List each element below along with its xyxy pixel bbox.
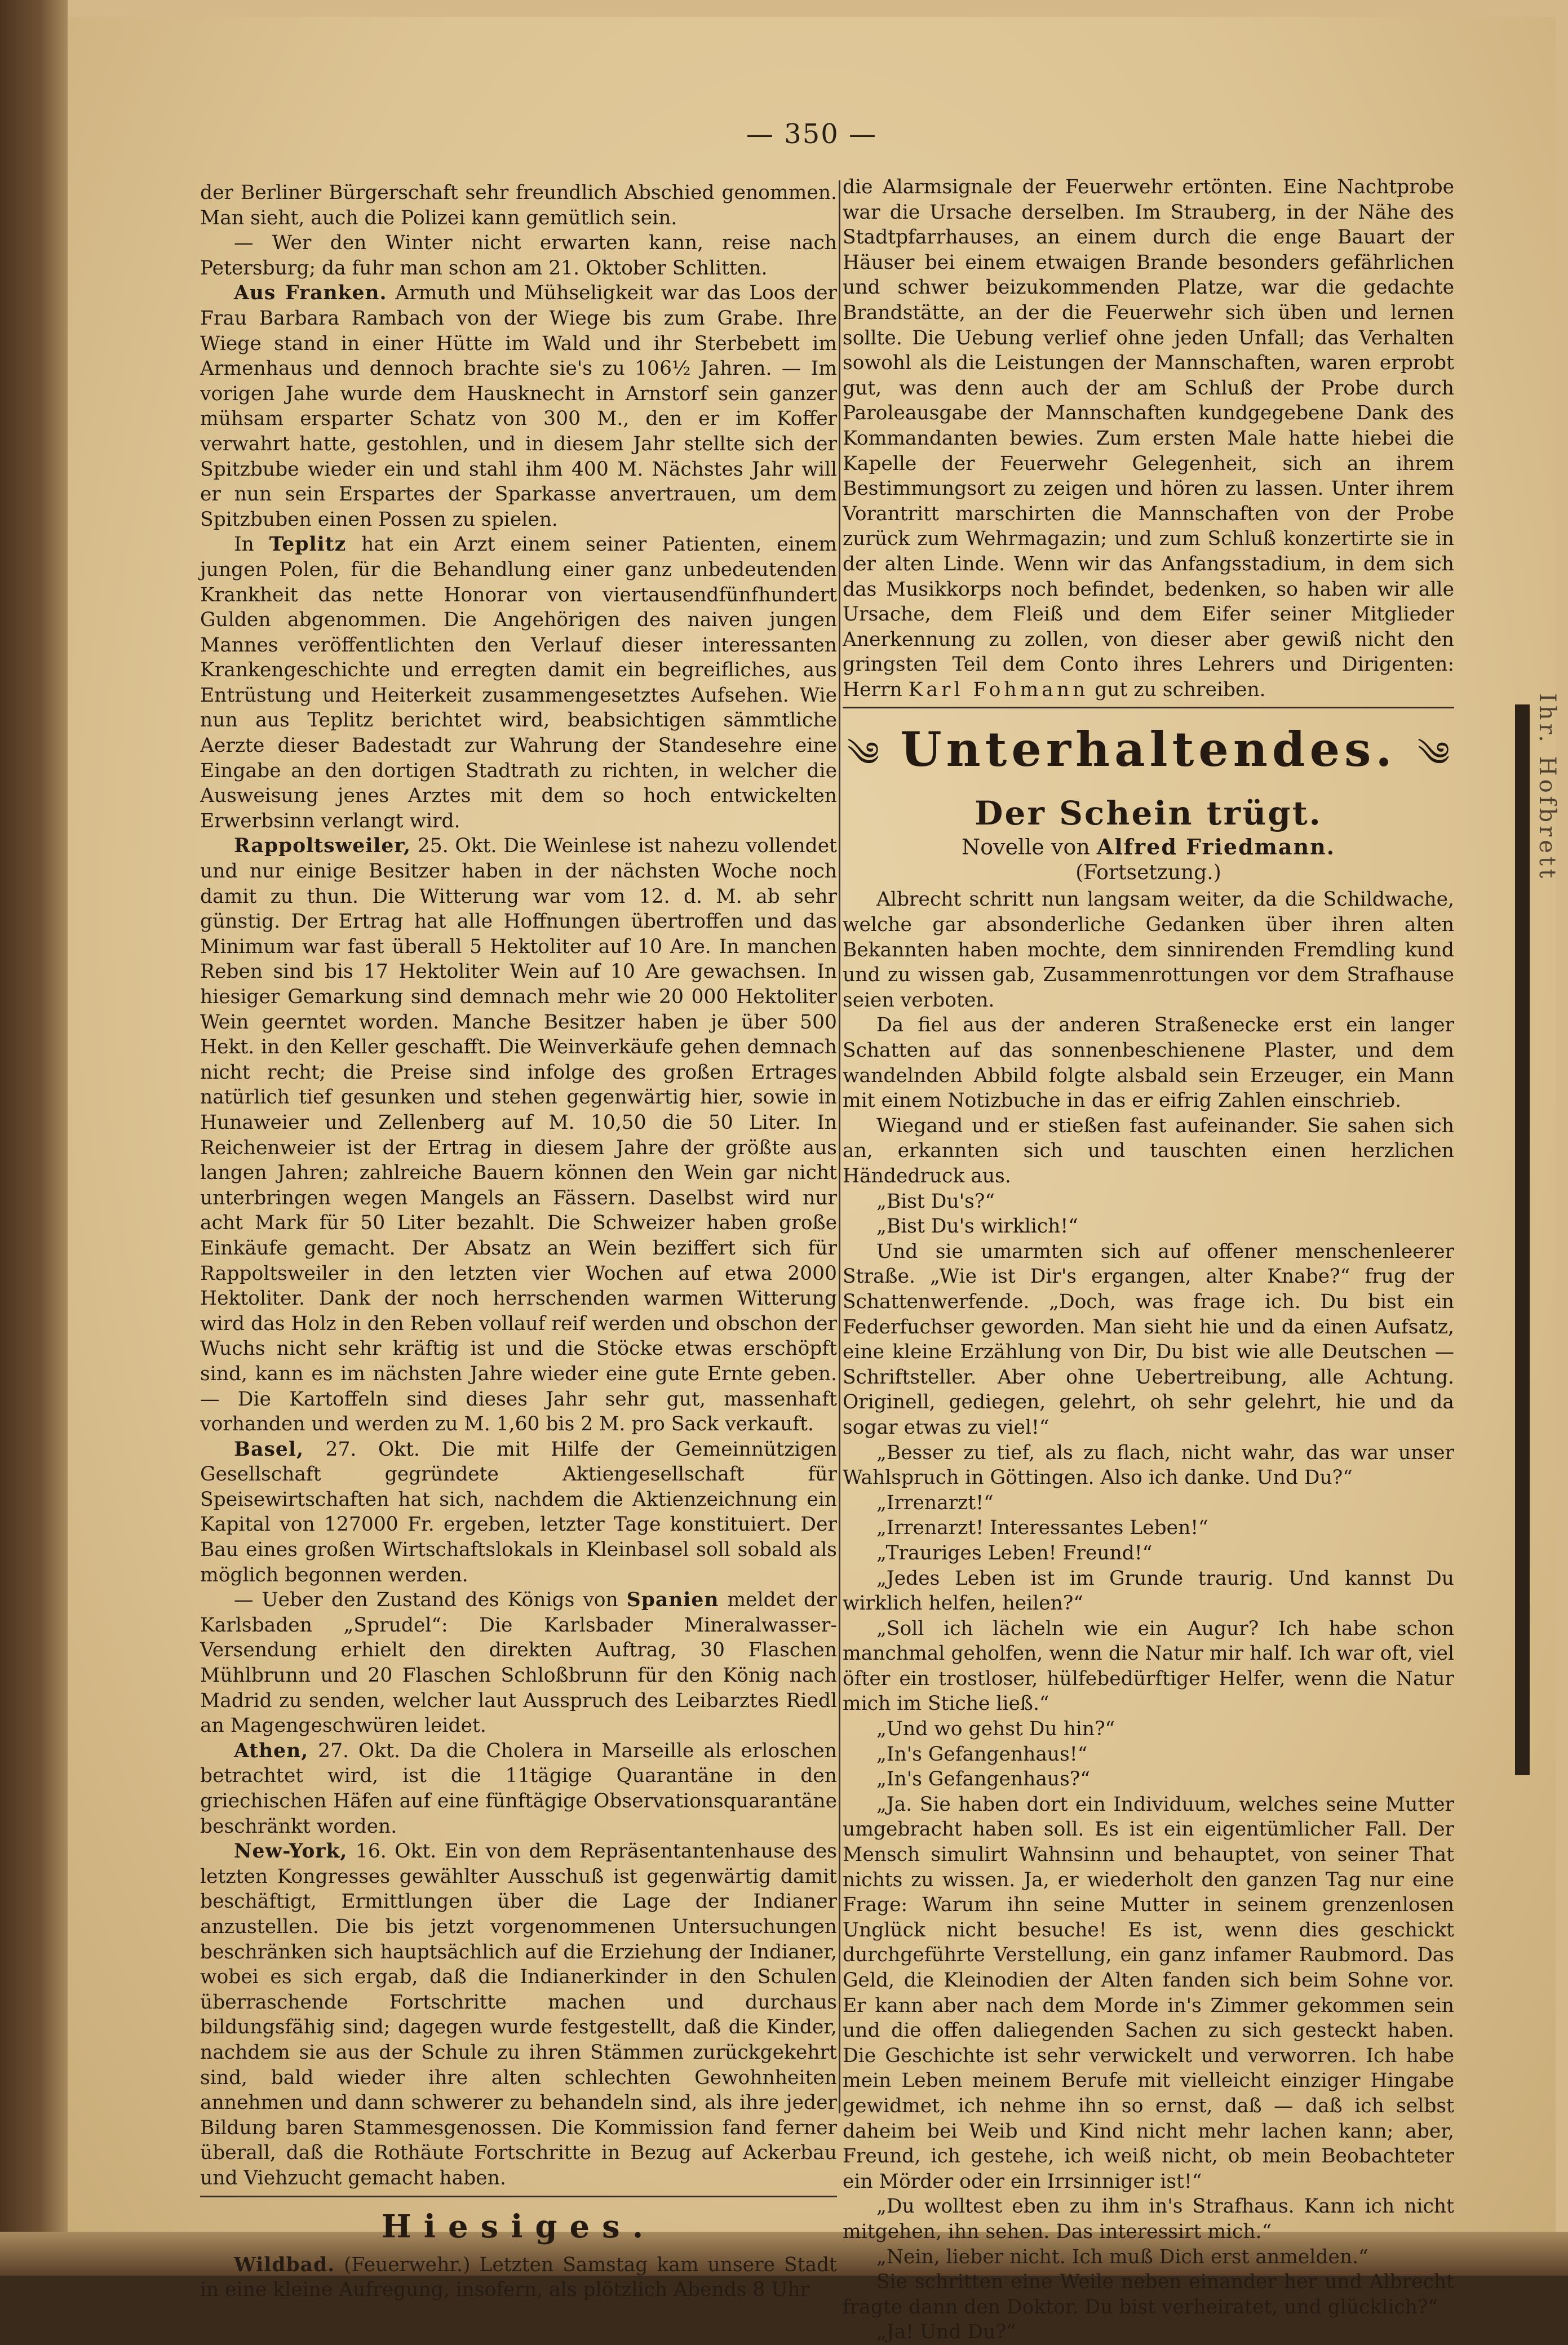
- news-prefix: In: [234, 533, 254, 556]
- story-byline: [843, 834, 1454, 860]
- feuilleton-heading: [843, 719, 1454, 786]
- adjacent-page-edge-bar: [1515, 704, 1530, 1775]
- news-body: Armuth und Mühseligkeit war das Loos der Frau Barbara Rambach von der Wiege bis zum Grabe. Ihre Wiege stand in einer Hütte im Wald und ihr Sterbebett im Armenhaus und dennoch brachte sie's zu 106½ Jahren. — Im vorigen Jahe wurde dem Hausknecht in Arnstorf sein ganzer mühsam ersparter Schatz von 300 M., den er im Koffer verwahrt hatte, gestohlen, und in diesem Jahr stellte sich der Spitzbube wieder ein und stahl ihm 400 M. Nächstes Jahr will er nun sein Erspartes der Sparkasse anvertrauen, um dem Spitzbuben einen Possen zu spielen.: [200, 282, 838, 531]
- story-paragraph: „Nein, lieber nicht. Ich muß Dich erst anmelden.“: [876, 2245, 1368, 2268]
- story-continuation-note: (Fortsetzung.): [1075, 861, 1221, 885]
- section-title-hiesiges: Hiesiges.: [381, 2207, 656, 2245]
- story-paragraph: „Ja. Sie haben dort ein Individuum, welches seine Mutter umgebracht haben soll. Es ist ein eigentümlicher Fall. Der Mensch simulirt Wahnsinn und behauptet, von seiner That nichts zu wissen. Ja, er wiederholt den ganzen Tag nur eine Frage: Warum ihn seine Mutter in seinem grenzenlosen Unglück nicht besuche! Es ist, wenn dies geschickt durchgeführte Verstellung, ein ganz infamer Raubmord. Das Geld, die Kleinodien der Alten fanden sich beim Sohne vor. Er kann aber nach dem Morde in's Zimmer gekommen sein und die offen daliegenden Sachen zu sich gesteckt haben. Die Geschichte ist sehr verwickelt und verworren. Ich habe mein Leben meinem Berufe mit vielleicht einziger Hingabe gewidmet, ich nehme ihn so ernst, daß — daß ich selbst daheim bei Weib und Kind nicht mehr lachen kann; aber, Freund, ich gestehe, ich weiß nicht, ob mein Beobachteter ein Mörder oder ein Irrsinniger ist!“: [843, 1793, 1454, 2193]
- news-item-spanien: [200, 1588, 837, 1739]
- news-item-newyork: [200, 1839, 837, 2191]
- place-heading: Athen,: [234, 1739, 309, 1762]
- story-paragraph: Wiegand und er stießen fast aufeinander. Sie sahen sich an, erkannten sich und tauschten einen herzlichen Händedruck aus.: [843, 1114, 1454, 1187]
- news-body: die Alarmsignale der Feuerwehr ertönten. Eine Nachtprobe war die Ursache derselben. Im Strauberg, in der Nähe des Stadtpfarrhauses, an einem durch die enge Bauart der Häuser bei einem etwaigen Brande besonders gefährlichen und schwer beizukommenden Platze, war die gedachte Brandstätte, an der die Feuerwehr sich üben und lernen sollte. Die Uebung verlief ohne jeden Unfall; das Verhalten sowohl als die Leistungen der Mannschaften, waren erprobt gut, was denn auch der am Schluß der Probe durch Paroleausgabe der Mannschaften kundgegebene Dank des Kommandanten bewies. Zum ersten Male hatte hiebei die Kapelle der Feuerwehr Gelegenheit, sich an ihrem Bestimmungsort zu zeigen und hören zu lassen. Unter ihrem Vorantritt marschirten die Mannschaften von der Probe zurück zum Wehrmagazin; und zum Schluß konzertirte sie in der alten Linde. Wenn wir das Anfangsstadium, in dem sich das Musikkorps noch befindet, bedenken, so haben wir alle Ursache, dem Fleiß und dem Eifer seiner Mitglieder Anerkennung zu zollen, von dieser aber gewiß nicht den gringsten Teil dem Conto ihres Lehrers und Dirigenten:: [843, 176, 1454, 676]
- paragraph: — Wer den Winter nicht erwarten kann, reise nach Petersburg; da fuhr man schon am 21. Oktober Schlitten.: [200, 232, 837, 280]
- adjacent-page-fragment: Ihr. Hofbrett: [1534, 693, 1560, 882]
- news-item-rappoltsweiler: [200, 834, 837, 1437]
- place-heading: Spanien: [626, 1589, 719, 1612]
- conductor-name: Karl Fohmann: [908, 678, 1089, 701]
- paragraph: der Berliner Bürgerschaft sehr freundlich Abschied genommen. Man sieht, auch die Polizei kann gemütlich sein.: [200, 181, 837, 229]
- place-heading: Basel,: [234, 1438, 304, 1461]
- story-paragraph: „Und wo gehst Du hin?“: [876, 1718, 1115, 1741]
- column-divider: [839, 180, 840, 2113]
- story-paragraph: „Besser zu tief, als zu flach, nicht wahr, das war unser Wahlspruch in Göttingen. Also ich danke. Und Du?“: [843, 1441, 1454, 1490]
- news-body: Herrn: [843, 678, 902, 701]
- story-paragraph: Und sie umarmten sich auf offener menschenleerer Straße. „Wie ist Dir's ergangen, alter Knabe?“ frug der Schattenwerfende. „Doch, was frage ich. Du bist ein Federfuchser geworden. Man sieht hie und da einen Aufsatz, eine kleine Erzählung von Dir, Du bist wie alle Deutschen — Schriftsteller. Aber ohne Uebertreibung, alle Achtung. Originell, gediegen, gelehrt, oh sehr gelehrt, hie und da sogar etwas zu viel!“: [843, 1240, 1454, 1439]
- story-paragraph: Da fiel aus der anderen Straßenecke erst ein langer Schatten auf das sonnenbeschienene Plaster, und dem wandelnden Abbild folgte alsbald sein Erzeuger, ein Mann mit einem Notizbuche in das er eifrig Zahlen einschrieb.: [843, 1014, 1454, 1112]
- story-author: Alfred Friedmann.: [1096, 834, 1335, 860]
- story-title: Der Schein trügt.: [975, 794, 1322, 833]
- news-body: meldet der Karlsbaden „Sprudel“: Die Karlsbader Mineralwasser-Versendung erhielt den direkten Auftrag, 30 Flaschen Mühlbrunn und 20 Flaschen Schloßbrunn für den König nach Madrid zu senden, welcher laut Ausspruch des Leibarztes Riedl an Magengeschwüren leidet.: [200, 1589, 837, 1737]
- news-item-franken: [200, 281, 837, 532]
- section-rule: [200, 2196, 837, 2197]
- story-paragraph: „Du wolltest eben zu ihm in's Strafhaus. Kann ich nicht mitgehen, ihn sehen. Das interessirt mich.“: [843, 2195, 1454, 2243]
- news-body: (Feuerwehr.) Letzten Samstag kam unsere Stadt in eine kleine Aufregung, insofern, als plötzlich Abends 8 Uhr: [200, 2253, 837, 2302]
- news-item-wildbad: [200, 2253, 837, 2303]
- page-number: — 350 —: [746, 118, 878, 150]
- news-body: 27. Okt. Die mit Hilfe der Gemeinnützigen Gesellschaft gegründete Aktiengesellschaft für Speisewirtschaften hat sich, nachdem die Aktienzeichnung ein Kapital von 127000 Fr. ergeben, letzter Tage konstituiert. Der Bau eines großen Wirtschaftslokals in Kleinbasel soll sobald als möglich begonnen werden.: [200, 1438, 838, 1586]
- place-heading: Teplitz: [269, 533, 347, 556]
- place-heading: Rappoltsweiler,: [234, 835, 411, 858]
- story-paragraph: „Irrenarzt!“: [876, 1491, 994, 1514]
- story-paragraph: „Ja! Und Du?“: [876, 2321, 1016, 2344]
- section-rule: [843, 707, 1454, 708]
- news-item-basel: [200, 1437, 837, 1588]
- news-item-athen: [200, 1739, 837, 1839]
- place-heading: New-York,: [234, 1840, 348, 1863]
- news-body: 27. Okt. Da die Cholera in Marseille als erloschen betrachtet wird, ist die 11tägige Quarantäne in den griechischen Häfen auf eine fünftägige Observationsquarantäne beschränkt worden.: [200, 1739, 838, 1838]
- news-body: hat ein Arzt einem seiner Patienten, einem jungen Polen, für die Behandlung einer ganz unbedeutenden Krankheit das nette Honorar von viertausendfünfhundert Gulden abgenommen. Die Angehörigen des naiven jungen Mannes veröffentlichten den Verlauf dieser interessanten Krankengeschichte und erregten damit ein begreifliches, aus Entrüstung und Heiterkeit zusammengesetztes Aufsehen. Wie nun aus Teplitz berichtet wird, beabsichtigen sämmtliche Aerzte dieser Badestadt zur Wahrung der Standesehre eine Eingabe an den dortigen Stadtrath zu richten, in welcher die Ausweisung jenes Arztes mit dem so hoch entwickelten Erwerbsinn verlangt wird.: [200, 533, 837, 832]
- place-heading: Wildbad.: [234, 2253, 335, 2276]
- feuilleton-title: Unterhaltendes.: [900, 721, 1397, 778]
- right-column: [843, 175, 1454, 2345]
- story-paragraph: Albrecht schritt nun langsam weiter, da die Schildwache, welche gar absonderliche Gedanken über ihren alten Bekannten haben mochte, dem sinnirenden Fremdling kund und zu wissen gab, Zusammenrottungen vor dem Strafhause seien verboten.: [843, 888, 1454, 1012]
- news-item-teplitz: [200, 532, 837, 834]
- story-paragraph: „Irrenarzt! Interessantes Leben!“: [876, 1517, 1208, 1540]
- news-prefix: — Ueber den Zustand des Königs von: [234, 1589, 618, 1612]
- story-paragraph: „Bist Du's wirklich!“: [876, 1215, 1078, 1238]
- story-paragraph: „In's Gefangenhaus?“: [876, 1768, 1090, 1791]
- story-paragraph: Sie schritten eine Weile neben einander her und Albrecht fragte dann den Doktor. Du bist verheiratet, und glücklich?“: [843, 2271, 1454, 2319]
- story-paragraph: „Soll ich lächeln wie ein Augur? Ich habe schon manchmal geholfen, wenn die Natur mir half. Ich war oft, viel öfter ein trostloser, hülfebedürftiger Helfer, wenn die Natur mich im Stiche ließ.“: [843, 1617, 1454, 1715]
- news-body: 25. Okt. Die Weinlese ist nahezu vollendet und nur einige Besitzer haben in der nächsten Woche noch damit zu thun. Die Witterung war vom 12. d. M. ab sehr günstig. Der Ertrag hat alle Hoffnungen übertroffen und das Minimum war fast überall 5 Hektoliter auf 10 Are. In manchen Reben sind bis 17 Hektoliter Wein auf 10 Are gewachsen. In hiesiger Gemarkung sind demnach mehr wie 20 000 Hektoliter Wein geerntet worden. Manche Besitzer haben je über 500 Hekt. in den Keller geschafft. Die Weinverkäufe gehen demnach nicht recht; die Preise sind infolge des großen Ertrages natürlich tief gesunken und stehen gegenwärtig hier, sowie in Hunaweier und Zellenberg auf M. 10,50 die 50 Liter. In Reichenweier ist der Ertrag in diesem Jahre der größte aus langen Jahren; zahlreiche Bauern können den Wein gar nicht unterbringen wegen Mangels an Fässern. Daselbst wird nur acht Mark für 50 Liter bezahlt. Die Schweizer haben große Einkäufe gemacht. Der Absatz an Wein beziffert sich für Rappoltsweiler in den letzten vier Wochen auf etwa 2000 Hektoliter. Dank der noch herrschenden warmen Witterung wird das Holz in den Reben vollauf reif werden und obschon der Wuchs nicht sehr kräftig ist und die Stöcke etwas erschöpft sind, kann es im nächsten Jahre wieder eine gute Ernte geben. — Die Kartoffeln sind dieses Jahr sehr gut, massenhaft vorhanden und werden zu M. 1,60 bis 2 M. pro Sack verkauft.: [200, 835, 837, 1436]
- story-paragraph: „Bist Du's?“: [876, 1190, 995, 1213]
- story-paragraph: „Jedes Leben ist im Grunde traurig. Und kannst Du wirklich helfen, heilen?“: [843, 1567, 1454, 1615]
- place-heading: Aus Franken.: [234, 282, 387, 305]
- ornament-flourish-left: ༄: [847, 735, 880, 775]
- left-column: [200, 180, 837, 2303]
- byline-prefix: Novelle von: [962, 835, 1090, 860]
- ornament-flourish-right: ༄: [1417, 735, 1450, 775]
- news-body: gut zu schreiben.: [1095, 678, 1266, 701]
- story-paragraph: „Trauriges Leben! Freund!“: [876, 1541, 1153, 1564]
- news-continuation-wildbad: [843, 175, 1454, 702]
- book-spine-edge: [0, 0, 68, 2276]
- news-body: 16. Okt. Ein von dem Repräsentantenhause des letzten Kongresses gewählter Ausschuß ist gegenwärtig damit beschäftigt, Ermittlungen über die Lage der Indianer anzustellen. Die bis jetzt vorgenommenen Untersuchungen beschränken sich hauptsächlich auf die Erziehung der Indianer, wobei es sich ergab, daß die Indianerkinder in den Schulen überraschende Fortschritte machen und durchaus bildungsfähig sind; dagegen wurde festgestellt, daß die Kinder, nachdem sie aus der Schule zu ihren Stämmen zurückgekehrt sind, bald wieder ihre alten schlechten Gewohnheiten annehmen und dann schwerer zu behandeln sind, als ihre jeder Bildung baren Stammesgenossen. Die Kommission fand ferner überall, daß die Rothäute Fortschritte in Bezug auf Ackerbau und Viehzucht gemacht haben.: [200, 1840, 837, 2189]
- story-paragraph: „In's Gefangenhaus!“: [876, 1743, 1088, 1766]
